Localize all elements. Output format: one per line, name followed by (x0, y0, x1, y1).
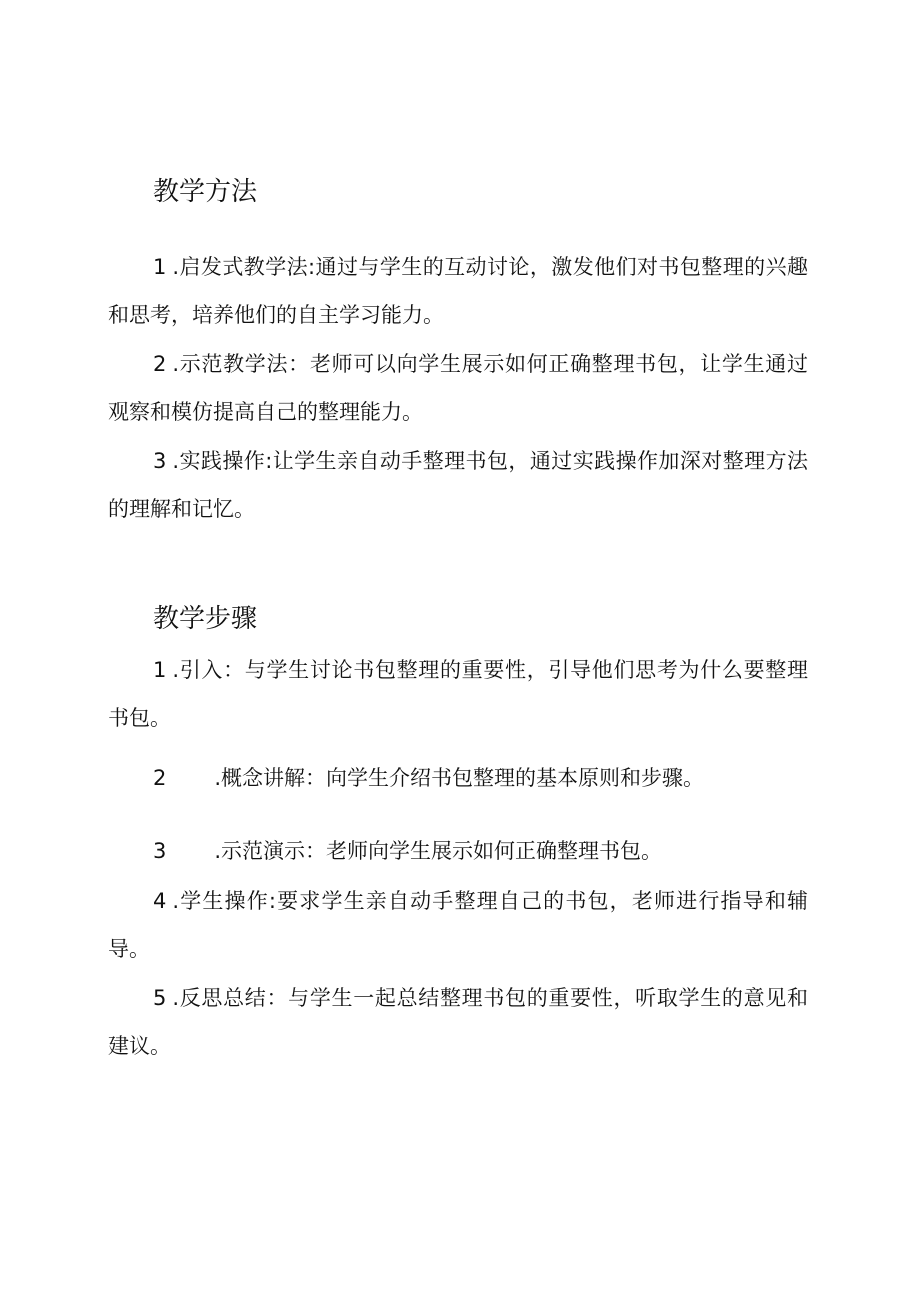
list-item (108, 827, 808, 875)
list-item (108, 974, 808, 1070)
item-text: .学生操作:要求学生亲自动手整理自己的书包，老师进行指导和辅导。 (108, 889, 808, 961)
item-number: 2 (153, 352, 167, 376)
item-number: 5 (153, 986, 167, 1010)
list-item (108, 243, 808, 339)
item-text: .启发式教学法:通过与学生的互动讨论，激发他们对书包整理的兴趣和思考，培养他们的自主学习能力。 (108, 255, 808, 327)
item-text: .示范演示：老师向学生展示如何正确整理书包。 (214, 839, 663, 863)
item-text: .反思总结：与学生一起总结整理书包的重要性，听取学生的意见和建议。 (108, 986, 808, 1058)
list-item (108, 877, 808, 973)
item-number: 3 (153, 449, 167, 473)
section-title-teaching-steps: 教学步骤 (153, 604, 258, 634)
item-text: .引入：与学生讨论书包整理的重要性，引导他们思考为什么要整理书包。 (108, 658, 808, 730)
section-title-teaching-methods: 教学方法 (153, 177, 258, 207)
list-item (108, 340, 808, 436)
item-number: 1 (153, 658, 167, 682)
item-text: .示范教学法：老师可以向学生展示如何正确整理书包，让学生通过观察和模仿提高自己的整理能力。 (108, 352, 808, 424)
item-number: 2 (153, 766, 167, 790)
list-item (108, 754, 808, 802)
item-text: .实践操作:让学生亲自动手整理书包，通过实践操作加深对整理方法的理解和记忆。 (108, 449, 808, 521)
item-text: .概念讲解：向学生介绍书包整理的基本原则和步骤。 (214, 766, 705, 790)
list-item (108, 437, 808, 533)
item-number: 3 (153, 839, 167, 863)
list-item (108, 646, 808, 742)
item-number: 4 (153, 889, 167, 913)
item-number: 1 (153, 255, 167, 279)
